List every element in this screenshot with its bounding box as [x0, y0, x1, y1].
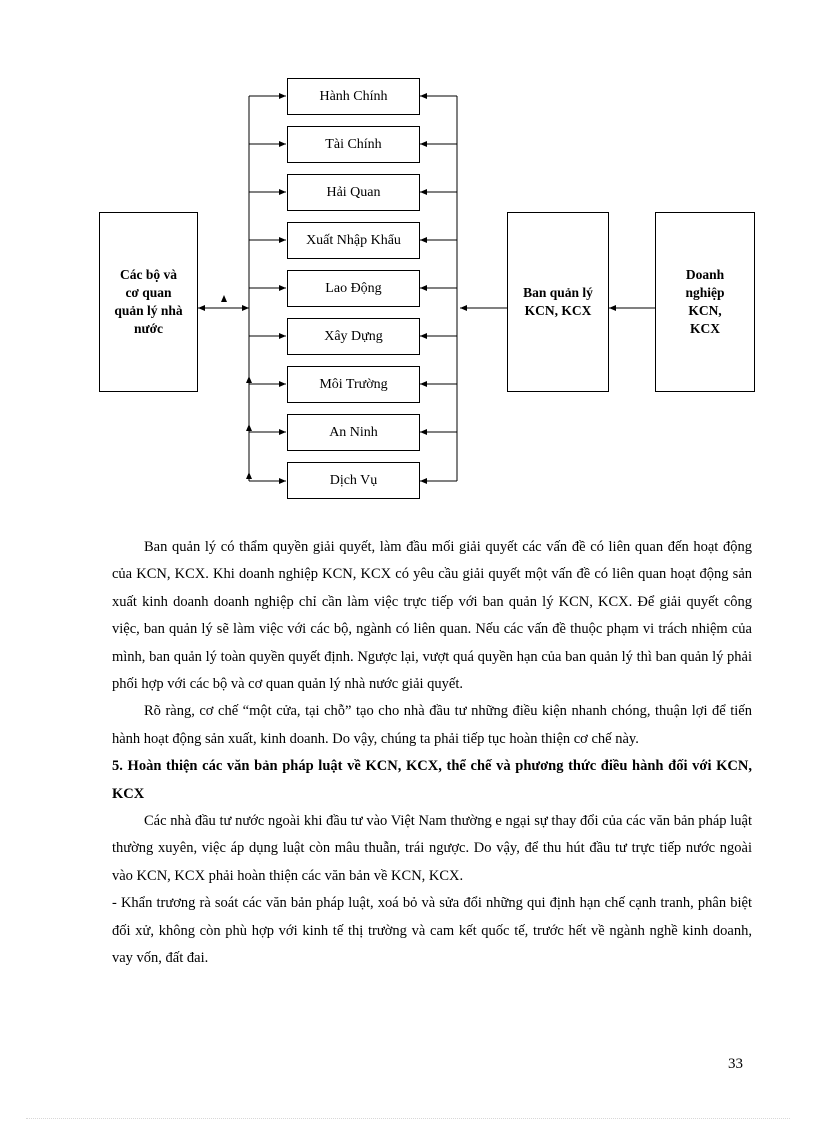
page-number: 33	[728, 1056, 743, 1072]
body-text	[112, 534, 752, 973]
dept-label: An Ninh	[329, 424, 378, 440]
state-agencies-box	[99, 212, 198, 392]
paragraph-4: - Khẩn trương rà soát các văn bản pháp luật, xoá bỏ và sửa đổi những qui định hạn chế cạnh tranh, phân biệt đối xử, không còn phù hợp với kinh tế thị trường và cam kết quốc tế, trước hết về ngành nghề kinh doanh, vay vốn, đất đai.	[112, 895, 752, 967]
org-diagram	[0, 0, 816, 520]
dept-moi-truong	[287, 366, 420, 403]
dept-xuat-nhap-khau	[287, 222, 420, 259]
enterprise-box	[655, 212, 755, 392]
paragraph-1: Ban quản lý có thẩm quyền giải quyết, làm đầu mối giải quyết các vấn đề có liên quan đến hoạt động của KCN, KCX. Khi doanh nghiệp KCN, KCX có yêu cầu giải quyết một vấn đề có liên quan hoạt động sản xuất kinh doanh doanh nghiệp chỉ cần làm việc trực tiếp với ban quản lý KCN, KCX. Để giải quyết công việc, ban quản lý sẽ làm việc với các bộ, ngành có liên quan. Nếu các vấn đề thuộc phạm vi trách nhiệm của mình, ban quản lý toàn quyền quyết định. Ngược lại, vượt quá quyền hạn của ban quản lý thì ban quản lý phải phối hợp với các bộ và cơ quan quản lý nhà nước giải quyết.	[112, 539, 752, 693]
state-agencies-label: Các bộ và cơ quan quản lý nhà nước	[114, 267, 183, 336]
dept-label: Lao Động	[325, 280, 382, 296]
dept-label: Xuất Nhập Khẩu	[306, 232, 401, 248]
dept-an-ninh	[287, 414, 420, 451]
dept-label: Hành Chính	[319, 88, 388, 104]
dept-label: Môi Trường	[319, 376, 388, 392]
management-board-label: Ban quản lý KCN, KCX	[523, 285, 593, 318]
dept-label: Xây Dựng	[324, 328, 383, 344]
dept-label: Hải Quan	[326, 184, 381, 200]
footer-divider	[26, 1118, 790, 1119]
dept-xay-dung	[287, 318, 420, 355]
paragraph-2: Rõ ràng, cơ chế “một cửa, tại chỗ” tạo cho nhà đầu tư những điều kiện nhanh chóng, thuận lợi để tiến hành hoạt động sản xuất, kinh doanh. Do vậy, chúng ta phải tiếp tục hoàn thiện cơ chế này.	[112, 703, 752, 747]
dept-hai-quan	[287, 174, 420, 211]
dept-hanh-chinh	[287, 78, 420, 115]
management-board-box	[507, 212, 609, 392]
paragraph-3: Các nhà đầu tư nước ngoài khi đầu tư vào Việt Nam thường e ngại sự thay đổi của các văn bản pháp luật thường xuyên, việc áp dụng luật còn mâu thuẫn, trái ngược. Do vậy, để thu hút đầu tư trực tiếp nước ngoài vào KCN, KCX phải hoàn thiện các văn bản về KCN, KCX.	[112, 813, 752, 884]
section-heading: 5. Hoàn thiện các văn bản pháp luật về KCN, KCX, thể chế và phương thức điều hành đối với KCN, KCX	[112, 758, 752, 802]
dept-lao-dong	[287, 270, 420, 307]
dept-tai-chinh	[287, 126, 420, 163]
dept-label: Dịch Vụ	[329, 472, 378, 488]
enterprise-label: Doanh nghiệp KCN, KCX	[685, 267, 725, 336]
dept-dich-vu	[287, 462, 420, 499]
dept-label: Tài Chính	[325, 136, 382, 152]
